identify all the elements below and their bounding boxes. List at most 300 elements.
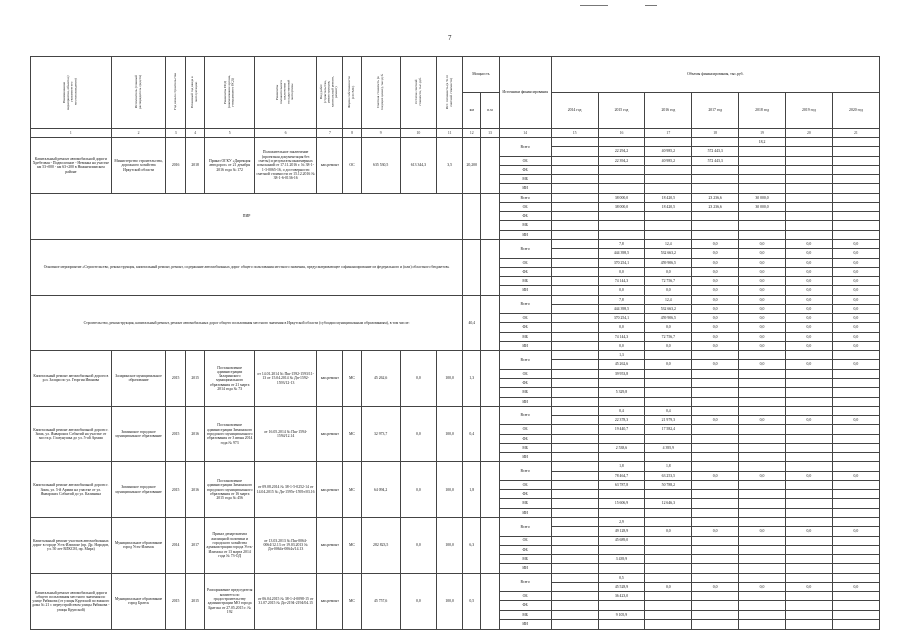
funding-value	[739, 462, 786, 471]
funding-value	[785, 175, 832, 184]
funding-value: 22 378,3	[598, 416, 645, 425]
funding-value	[551, 462, 598, 471]
funding-value	[692, 221, 739, 230]
funding-value	[739, 378, 786, 387]
funding-value: 0,0	[785, 471, 832, 480]
funding-value: 7,8	[598, 240, 645, 249]
funding-value: 74 144,3	[598, 277, 645, 286]
funding-value	[551, 573, 598, 582]
table-row	[31, 351, 880, 360]
header-label: Остаток сметной стоимости, тыс.руб.	[413, 77, 422, 107]
column-number: 2	[111, 128, 166, 137]
funding-value: 21 979,3	[645, 416, 692, 425]
funding-source-label: ФБ	[499, 490, 551, 499]
object-cell: от 13.03.2013 № Пш-0064-0064/12.13 от 19.03.2013 № Дп-0064э-0064э/14.13	[254, 517, 316, 573]
funding-value	[692, 517, 739, 526]
funding-value: 18,2	[739, 138, 786, 147]
funding-value: 0,0	[692, 249, 739, 258]
funding-value	[551, 295, 598, 304]
funding-value: 0,0	[739, 286, 786, 295]
funding-value: 0,0	[785, 240, 832, 249]
funding-source-label: Всего	[499, 573, 551, 592]
column-header: п.м	[481, 92, 499, 128]
funding-value	[692, 175, 739, 184]
funding-value	[739, 545, 786, 554]
object-cell: Муниципальное образование город Усть-Илимск	[111, 517, 166, 573]
funding-source-label: ФБ	[499, 212, 551, 221]
funding-value	[832, 193, 879, 202]
funding-value	[739, 230, 786, 239]
funding-value	[785, 138, 832, 147]
funding-source-label: ИИ	[499, 619, 551, 629]
object-cell: кап.ремонт	[317, 517, 343, 573]
funding-source-label: ИИ	[499, 397, 551, 406]
funding-value	[785, 378, 832, 387]
object-cell: ОС	[343, 138, 361, 194]
funding-value	[598, 165, 645, 174]
funding-value: 0,0	[739, 277, 786, 286]
funding-value	[551, 332, 598, 341]
funding-value	[645, 536, 692, 545]
funding-value: 0,0	[692, 527, 739, 536]
funding-value	[739, 406, 786, 415]
funding-value: 370 254,1	[598, 258, 645, 267]
funding-value: 38 000,0	[598, 202, 645, 211]
column-header: Объемы финансирования, тыс.руб.	[551, 57, 879, 93]
funding-value: 36 423,0	[598, 592, 645, 601]
funding-value	[551, 434, 598, 443]
object-cell: от 09.08.2014 № 38-1-5-0252-14 от 14.04.2015 № Дп-1595т-1595т/03.16	[254, 462, 316, 518]
funding-value	[785, 397, 832, 406]
funding-value: 0,0	[785, 267, 832, 276]
funding-value: 0,0	[645, 323, 692, 332]
object-cell	[481, 406, 499, 462]
funding-value: 45 528,9	[598, 582, 645, 591]
year-header: 2015 год	[598, 92, 645, 128]
funding-value: 0,0	[832, 471, 879, 480]
object-cell: 100,0	[437, 517, 463, 573]
funding-value	[551, 202, 598, 211]
funding-value	[645, 555, 692, 564]
funding-value	[739, 601, 786, 610]
funding-value	[551, 240, 598, 249]
object-cell: 635 530,5	[361, 138, 400, 194]
funding-value: 444 398,5	[598, 249, 645, 258]
column-header	[343, 57, 361, 129]
funding-value	[645, 378, 692, 387]
header-label: Реквизиты ПСД (наименование органа, утвердившего ПСД)	[222, 75, 235, 109]
object-cell	[481, 138, 499, 194]
funding-value: 0,0	[692, 323, 739, 332]
funding-table	[30, 56, 880, 630]
funding-value	[551, 582, 598, 591]
funding-value	[739, 573, 786, 582]
funding-value: 0,0	[785, 582, 832, 591]
object-cell: МС	[343, 573, 361, 629]
object-cell: 100,0	[437, 406, 463, 462]
funding-value	[832, 499, 879, 508]
column-number: 21	[832, 128, 879, 137]
funding-value: 0,4	[645, 406, 692, 415]
funding-value: 0,4	[598, 406, 645, 415]
funding-value: 0,0	[598, 286, 645, 295]
power-cell	[481, 295, 499, 351]
column-number: 11	[437, 128, 463, 137]
funding-value	[785, 499, 832, 508]
funding-value: 0,0	[692, 332, 739, 341]
table-row	[31, 406, 880, 415]
object-cell: Приказ ОГКУ «Дирекция автодорог» от 21 декабря 2016 года № 172	[205, 138, 254, 194]
funding-value	[785, 443, 832, 452]
column-header	[361, 57, 400, 129]
funding-value	[785, 490, 832, 499]
funding-value: 2,9	[598, 517, 645, 526]
funding-value: 0,0	[692, 240, 739, 249]
object-cell: 2015	[166, 406, 186, 462]
column-header: км	[463, 92, 481, 128]
funding-value	[692, 369, 739, 378]
funding-value	[785, 369, 832, 378]
funding-value	[598, 545, 645, 554]
funding-source-label: Всего	[499, 240, 551, 259]
funding-value	[551, 471, 598, 480]
object-cell: 2015	[166, 573, 186, 629]
object-cell	[481, 573, 499, 629]
funding-value: 74 144,3	[598, 332, 645, 341]
funding-source-label: ФБ	[499, 601, 551, 610]
funding-value: 459 906,5	[645, 258, 692, 267]
funding-value: 1,3	[598, 351, 645, 360]
year-header: 2020 год	[832, 92, 879, 128]
funding-value: 0,0	[739, 304, 786, 313]
power-cell	[481, 193, 499, 239]
funding-value	[832, 601, 879, 610]
funding-value	[832, 490, 879, 499]
header-label: Сметная стоимость (в текущих ценах), тыс.руб.	[375, 73, 384, 110]
funding-value	[785, 508, 832, 517]
funding-value: 370 254,1	[598, 314, 645, 323]
funding-value	[785, 184, 832, 193]
funding-value	[785, 619, 832, 629]
funding-value	[645, 610, 692, 619]
funding-value: 0,0	[785, 332, 832, 341]
funding-value: 0,0	[692, 360, 739, 369]
funding-value: 0,0	[832, 582, 879, 591]
funding-value: 12,4	[645, 240, 692, 249]
funding-value: 0,0	[692, 286, 739, 295]
object-cell: Постановление администрации Зиминского городского муниципального образования от 3 июня 2014 года № 973	[205, 406, 254, 462]
funding-source-label: ФБ	[499, 378, 551, 387]
funding-source-label: ФБ	[499, 165, 551, 174]
funding-value	[692, 165, 739, 174]
funding-value: 0,0	[739, 323, 786, 332]
funding-value	[645, 212, 692, 221]
funding-value	[551, 480, 598, 489]
table-row	[31, 573, 880, 582]
funding-value	[645, 619, 692, 629]
funding-value: 15 606,9	[598, 499, 645, 508]
object-cell: кап.ремонт	[317, 573, 343, 629]
funding-value	[645, 545, 692, 554]
funding-value	[739, 517, 786, 526]
funding-value	[645, 138, 692, 147]
funding-value	[832, 230, 879, 239]
funding-value: 63 787,8	[598, 480, 645, 489]
funding-value	[551, 286, 598, 295]
header-label: Реквизиты положительного заключения государственной экспертизы	[275, 79, 295, 104]
object-cell: 20,200	[463, 138, 481, 194]
funding-value	[739, 610, 786, 619]
funding-value: 40 985,2	[645, 147, 692, 156]
funding-value	[832, 221, 879, 230]
funding-value	[551, 156, 598, 165]
funding-value	[692, 573, 739, 582]
object-cell: МС	[343, 517, 361, 573]
funding-value: 0,0	[739, 360, 786, 369]
funding-source-label: ИИ	[499, 184, 551, 193]
funding-value	[832, 351, 879, 360]
year-header: 2014 год	[551, 92, 598, 128]
power-cell	[481, 240, 499, 296]
funding-value	[551, 499, 598, 508]
funding-value	[551, 453, 598, 462]
funding-value	[785, 388, 832, 397]
funding-value	[785, 230, 832, 239]
funding-source-label: Всего	[499, 406, 551, 425]
funding-value: 0,0	[832, 286, 879, 295]
object-cell: 2016	[185, 462, 205, 518]
column-number: 15	[551, 128, 598, 137]
funding-value: 459 906,5	[645, 314, 692, 323]
scan-artifact	[645, 5, 657, 6]
funding-value	[739, 147, 786, 156]
funding-value	[785, 165, 832, 174]
funding-value	[832, 212, 879, 221]
funding-value: 0,0	[645, 527, 692, 536]
object-cell: 45 262,6	[361, 351, 400, 407]
object-cell: 2018	[185, 138, 205, 194]
funding-value	[598, 230, 645, 239]
funding-value: 0,0	[739, 527, 786, 536]
funding-value	[739, 434, 786, 443]
object-cell: МС	[343, 406, 361, 462]
power-cell	[463, 193, 481, 239]
funding-value: 19 440,7	[598, 425, 645, 434]
funding-value: 0,0	[739, 332, 786, 341]
funding-value	[551, 443, 598, 452]
section-title: Строительство, реконструкция, капитальный ремонт, ремонт автомобильных дорог общего пользования местного значения в Иркутской области (субсидии муниципальным образованиям), в том числе:	[31, 295, 463, 351]
table-row	[31, 240, 880, 249]
object-cell: 2017	[185, 517, 205, 573]
object-cell: Капитальный ремонт автомобильной дороги г. Зима, ул. 5-й Армии на участке от ул. Январских Событий до ул. Калинина	[31, 462, 112, 518]
object-cell: 32 973,7	[361, 406, 400, 462]
funding-value: 72 756,7	[645, 277, 692, 286]
funding-value: 45 689,0	[598, 536, 645, 545]
funding-source-label: МБ	[499, 277, 551, 286]
funding-value: 0,0	[739, 416, 786, 425]
funding-value: 0,0	[598, 341, 645, 350]
funding-value: 1,8	[598, 462, 645, 471]
funding-value	[551, 416, 598, 425]
funding-value	[645, 369, 692, 378]
column-header	[111, 57, 166, 129]
funding-value	[832, 165, 879, 174]
funding-value	[598, 619, 645, 629]
funding-value	[832, 480, 879, 489]
funding-value	[832, 406, 879, 415]
object-cell: 0,4	[463, 406, 481, 462]
object-cell: кап.ремонт	[317, 462, 343, 518]
funding-value: 0,0	[739, 314, 786, 323]
funding-value	[832, 147, 879, 156]
funding-value	[739, 555, 786, 564]
funding-value	[551, 564, 598, 573]
funding-value	[785, 406, 832, 415]
funding-value	[785, 221, 832, 230]
column-header	[31, 57, 112, 129]
column-number: 19	[739, 128, 786, 137]
scan-artifact	[580, 5, 608, 6]
section-title: ПИР	[31, 193, 463, 239]
funding-value	[551, 277, 598, 286]
funding-value	[832, 138, 879, 147]
funding-value	[785, 564, 832, 573]
funding-value	[692, 453, 739, 462]
funding-value	[739, 165, 786, 174]
funding-value	[832, 184, 879, 193]
funding-value: 40 985,2	[645, 156, 692, 165]
column-header	[205, 57, 254, 129]
funding-value: 63 253,5	[645, 471, 692, 480]
funding-value: 0,0	[645, 267, 692, 276]
page-number: 7	[448, 34, 452, 42]
funding-value	[785, 453, 832, 462]
funding-value	[692, 499, 739, 508]
funding-value: 0,0	[832, 277, 879, 286]
funding-value: 12,4	[645, 295, 692, 304]
funding-value: 0,0	[832, 249, 879, 258]
funding-value	[645, 184, 692, 193]
funding-value	[598, 175, 645, 184]
column-number: 3	[166, 128, 186, 137]
funding-value	[832, 610, 879, 619]
object-cell: 282 823,5	[361, 517, 400, 573]
funding-value: 0,0	[832, 304, 879, 313]
funding-value: 0,0	[739, 240, 786, 249]
funding-value: 3 439,9	[598, 555, 645, 564]
funding-value	[645, 351, 692, 360]
funding-value: 0,0	[832, 267, 879, 276]
funding-value	[598, 378, 645, 387]
column-number: 7	[317, 128, 343, 137]
object-cell: от 16.05.2014 № Пш-1594-1594/12.14	[254, 406, 316, 462]
funding-source-label: ОБ	[499, 202, 551, 211]
funding-source-label: ИИ	[499, 230, 551, 239]
funding-value	[692, 610, 739, 619]
funding-value: 2 538,6	[598, 443, 645, 452]
funding-value	[598, 601, 645, 610]
funding-value: 0,0	[692, 471, 739, 480]
object-cell: 2015	[166, 462, 186, 518]
object-cell: 1,3	[463, 351, 481, 407]
funding-value: 0,0	[598, 323, 645, 332]
object-cell: 0,0	[400, 351, 436, 407]
funding-value: 0,0	[785, 277, 832, 286]
funding-value: 0,0	[739, 582, 786, 591]
funding-value	[692, 397, 739, 406]
funding-value	[551, 147, 598, 156]
table-row	[31, 193, 880, 202]
funding-value	[832, 508, 879, 517]
funding-value: 0,0	[739, 258, 786, 267]
funding-value	[551, 221, 598, 230]
table-row	[31, 517, 880, 526]
funding-value	[832, 175, 879, 184]
funding-value	[785, 601, 832, 610]
funding-value: 532 663,2	[645, 249, 692, 258]
funding-value: 30 000,0	[739, 202, 786, 211]
funding-value: 0,0	[692, 416, 739, 425]
column-number: 9	[361, 128, 400, 137]
funding-value	[551, 545, 598, 554]
object-cell: 45 757,6	[361, 573, 400, 629]
funding-value	[551, 536, 598, 545]
year-header: 2017 год	[692, 92, 739, 128]
column-number: 10	[400, 128, 436, 137]
funding-value: 0,0	[785, 295, 832, 304]
column-number: 18	[692, 128, 739, 137]
object-cell: 0,0	[400, 462, 436, 518]
funding-value	[645, 573, 692, 582]
funding-value: 572 443,3	[692, 147, 739, 156]
funding-value: 0,0	[785, 341, 832, 350]
object-cell	[481, 462, 499, 518]
funding-value: 50 788,2	[645, 480, 692, 489]
funding-value	[551, 258, 598, 267]
object-cell: Муниципальное образование город Братск	[111, 573, 166, 629]
funding-value	[692, 536, 739, 545]
funding-value: 0,0	[645, 286, 692, 295]
funding-value: 12 646,3	[645, 499, 692, 508]
funding-value	[785, 592, 832, 601]
funding-value	[551, 165, 598, 174]
object-cell	[481, 351, 499, 407]
funding-value	[598, 564, 645, 573]
funding-value: 532 663,2	[645, 304, 692, 313]
funding-value	[598, 138, 645, 147]
funding-value	[785, 351, 832, 360]
funding-value	[692, 545, 739, 554]
funding-value: 18 420,5	[645, 193, 692, 202]
funding-value: 18 420,5	[645, 202, 692, 211]
funding-value: 9 105,9	[598, 610, 645, 619]
funding-value	[832, 619, 879, 629]
table-row	[31, 138, 880, 147]
object-cell: Приказ департамента жилищной политики и городского хозяйства администрации города Усть-Илимска от 13 марта 2014 года № 73-ОД	[205, 517, 254, 573]
funding-source-label: ОБ	[499, 156, 551, 165]
funding-value	[785, 156, 832, 165]
funding-value	[551, 267, 598, 276]
funding-value	[692, 378, 739, 387]
funding-source-label: ИИ	[499, 286, 551, 295]
funding-value: 0,0	[832, 295, 879, 304]
funding-source-label: ОБ	[499, 314, 551, 323]
funding-source-label: ИИ	[499, 564, 551, 573]
funding-value: 22 394,2	[598, 156, 645, 165]
funding-source-label: ОБ	[499, 480, 551, 489]
funding-value	[832, 156, 879, 165]
funding-value: 39 953,8	[598, 369, 645, 378]
